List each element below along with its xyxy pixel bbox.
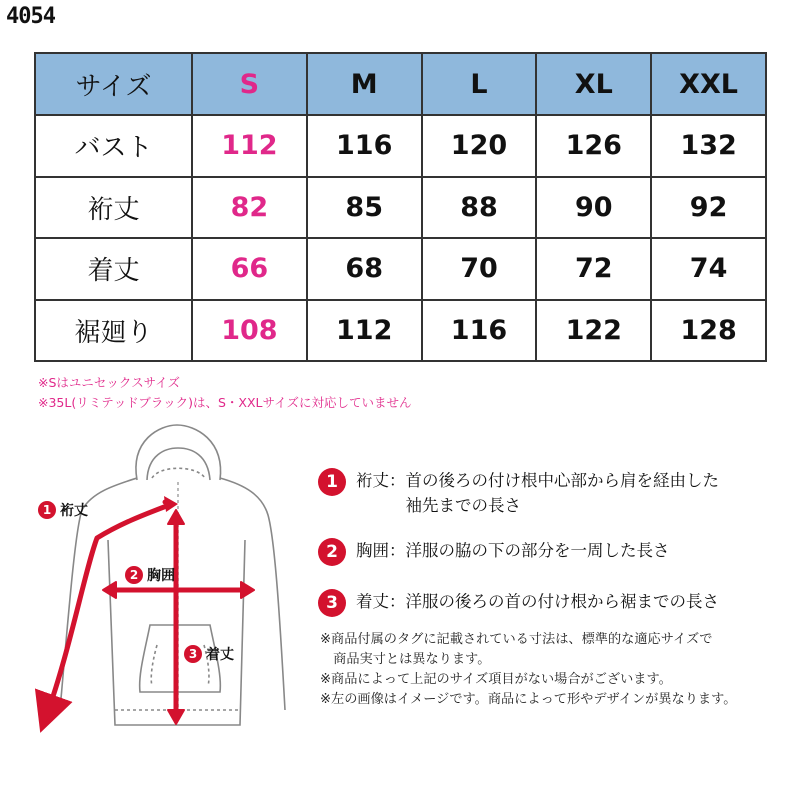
- table-row: [35, 177, 766, 239]
- diagram-label-sleeve: [38, 500, 88, 520]
- definition-text: 洋服の後ろの首の付け根から裾までの長さ: [405, 592, 719, 611]
- note-line: ※35L(リミテッドブラック)は、S・XXLサイズに対応していません: [38, 395, 412, 410]
- number-badge: 1: [38, 501, 56, 519]
- definition-length: [318, 589, 776, 617]
- header-m: M: [307, 53, 422, 115]
- size-table: [34, 52, 767, 362]
- row-label: バスト: [35, 115, 192, 177]
- diagram-label-length: [184, 644, 234, 664]
- number-badge: 1: [318, 468, 346, 496]
- note-line: ※左の画像はイメージです。商品によって形やデザインが異なります。: [320, 692, 737, 707]
- table-row: [35, 300, 766, 362]
- table-cell: 72: [536, 238, 651, 300]
- number-badge: 2: [318, 538, 346, 566]
- product-code: 4054: [6, 4, 55, 29]
- table-row: [35, 238, 766, 300]
- row-label: 裾廻り: [35, 300, 192, 362]
- definition-text: 袖先までの長さ: [405, 496, 521, 515]
- table-cell: 70: [422, 238, 537, 300]
- table-cell: 126: [536, 115, 651, 177]
- table-cell: 122: [536, 300, 651, 362]
- header-l: L: [422, 53, 537, 115]
- table-cell: 116: [422, 300, 537, 362]
- note-line: 商品実寸とは異なります。: [320, 652, 491, 667]
- table-cell: 66: [192, 238, 307, 300]
- notes-top: [38, 373, 412, 413]
- diagram-label-text: 胸囲: [147, 568, 175, 584]
- table-header-row: [35, 53, 766, 115]
- table-cell: 88: [422, 177, 537, 239]
- table-cell: 128: [651, 300, 766, 362]
- note-line: ※商品によって上記のサイズ項目がない場合がございます。: [320, 672, 672, 687]
- definition-chest: [318, 538, 776, 566]
- definition-term: 胸囲：: [356, 541, 406, 560]
- definition-term: 裄丈：: [356, 471, 406, 490]
- notes-bottom: [320, 630, 736, 710]
- number-badge: 2: [125, 566, 143, 584]
- table-cell: 68: [307, 238, 422, 300]
- definition-text: 首の後ろの付け根中心部から肩を経由した: [405, 471, 719, 490]
- header-s: S: [192, 53, 307, 115]
- table-cell: 92: [651, 177, 766, 239]
- definition-text: 洋服の脇の下の部分を一周した長さ: [405, 541, 670, 560]
- row-label: 着丈: [35, 238, 192, 300]
- table-cell: 90: [536, 177, 651, 239]
- table-cell: 120: [422, 115, 537, 177]
- table-cell: 112: [192, 115, 307, 177]
- table-cell: 85: [307, 177, 422, 239]
- number-badge: 3: [184, 645, 202, 663]
- definition-term: 着丈：: [356, 592, 406, 611]
- diagram-label-text: 裄丈: [60, 503, 88, 519]
- note-line: ※商品付属のタグに記載されている寸法は、標準的な適応サイズで: [320, 632, 713, 647]
- hoodie-diagram: [0, 420, 300, 800]
- table-cell: 132: [651, 115, 766, 177]
- header-xxl: XXL: [651, 53, 766, 115]
- note-line: ※Sはユニセックスサイズ: [38, 375, 181, 390]
- header-size: サイズ: [35, 53, 192, 115]
- number-badge: 3: [318, 589, 346, 617]
- definition-sleeve: [318, 468, 776, 518]
- table-cell: 112: [307, 300, 422, 362]
- table-cell: 116: [307, 115, 422, 177]
- table-cell: 82: [192, 177, 307, 239]
- hoodie-illustration: [0, 420, 300, 800]
- header-xl: XL: [536, 53, 651, 115]
- row-label: 裄丈: [35, 177, 192, 239]
- diagram-label-text: 着丈: [206, 647, 234, 663]
- table-row: [35, 115, 766, 177]
- diagram-label-chest: [125, 565, 175, 585]
- table-cell: 108: [192, 300, 307, 362]
- table-cell: 74: [651, 238, 766, 300]
